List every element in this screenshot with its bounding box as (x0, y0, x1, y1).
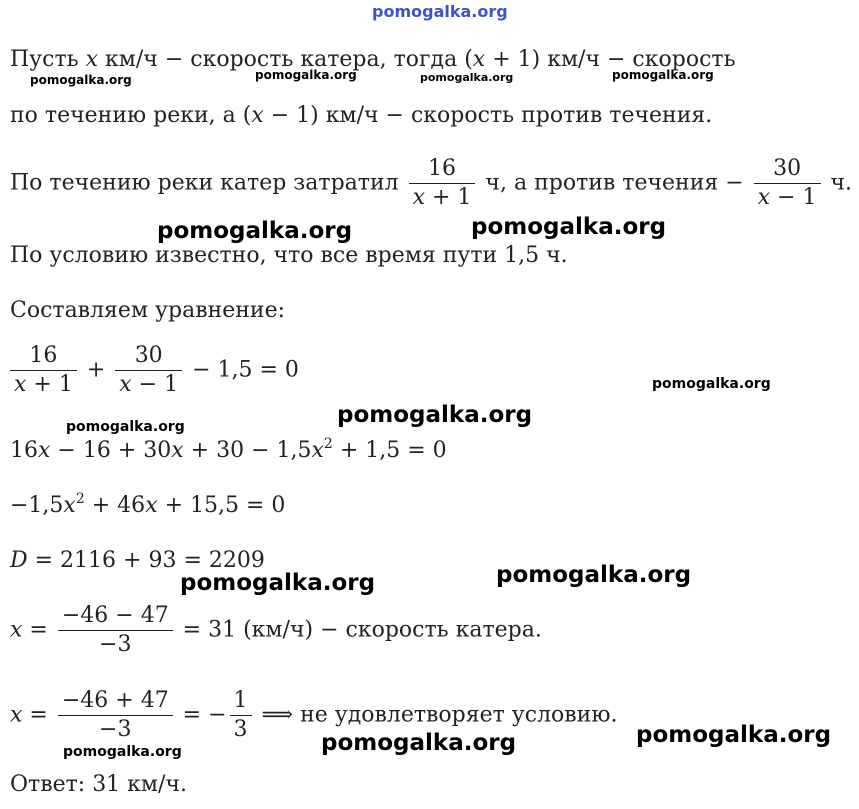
fraction-root-2: $\frac{-46 + 47}{-3}$ (58, 690, 173, 741)
site-header-link[interactable]: pomogalka.org (372, 2, 508, 21)
root-2-line: x = $\frac{-46 + 47}{-3}$ = − $\frac{1}{3}$ ⟹ не удовлетворяет условию. (10, 688, 618, 742)
var-x: x (85, 47, 99, 72)
text-line-4: По условию известно, что все время пути 1,5 ч. (10, 243, 568, 268)
watermark: pomogalka.org (255, 68, 357, 82)
watermark: pomogalka.org (471, 214, 667, 240)
watermark: pomogalka.org (420, 71, 514, 84)
line3-text-c: ч. (823, 170, 853, 196)
line2-text-b: − 1) км/ч − скорость против течения. (263, 103, 713, 128)
watermark: pomogalka.org (157, 218, 353, 244)
fraction-one-third: $\frac{1}{3}$ (230, 690, 252, 741)
watermark: pomogalka.org (321, 730, 517, 756)
discriminant-line: D = 2116 + 93 = 2209 (10, 548, 265, 573)
line1-text-b: км/ч − скорость катера, тогда ( (98, 47, 473, 72)
answer-line: Ответ: 31 км/ч. (10, 772, 187, 797)
fraction-30-over-x-minus-1: $\frac{30}{x - 1}$ (115, 345, 182, 396)
line2-text-a: по течению реки, а ( (10, 103, 252, 128)
watermark: pomogalka.org (180, 570, 376, 596)
watermark: pomogalka.org (612, 68, 714, 82)
watermark: pomogalka.org (337, 402, 533, 428)
watermark: pomogalka.org (496, 562, 692, 588)
equation-1 (10, 345, 299, 396)
fraction-root-1: $\frac{-46 - 47}{-3}$ (58, 605, 173, 656)
line3-text-b: ч, а против течения − (478, 170, 751, 196)
text-line-2 (10, 103, 712, 129)
watermark: pomogalka.org (652, 376, 771, 392)
equation-2: $16x - 16 + 30x + 30 - 1,5x^2 + 1,5 = 0$ (10, 436, 447, 463)
text-line-3 (10, 158, 852, 209)
watermark: pomogalka.org (636, 722, 832, 748)
watermark: pomogalka.org (30, 73, 132, 87)
plus-sign: + (79, 357, 113, 383)
watermark: pomogalka.org (66, 419, 185, 435)
equation-1-rest: − 1,5 = 0 (185, 357, 299, 383)
line1-text-a: Пусть (10, 47, 86, 72)
equation-3: $-1,5x^2 + 46x + 15,5 = 0$ (10, 491, 286, 518)
root-1-line: x = $\frac{-46 - 47}{-3}$ = 31 (км/ч) − скорость катера. (10, 603, 542, 657)
watermark: pomogalka.org (63, 744, 182, 760)
fraction-16-over-x-plus-1: $\frac{16}{x + 1}$ (409, 158, 476, 209)
var-x: x (251, 103, 264, 128)
fraction-30-over-x-minus-1: $\frac{30}{x - 1}$ (754, 158, 821, 209)
fraction-16-over-x-plus-1: $\frac{16}{x + 1}$ (10, 345, 77, 396)
var-x: x (472, 47, 486, 72)
text-line-5: Составляем уравнение: (10, 298, 286, 323)
line3-text-a: По течению реки катер затратил (10, 170, 406, 196)
line1-text-c: + 1) км/ч − скорость (485, 47, 736, 72)
